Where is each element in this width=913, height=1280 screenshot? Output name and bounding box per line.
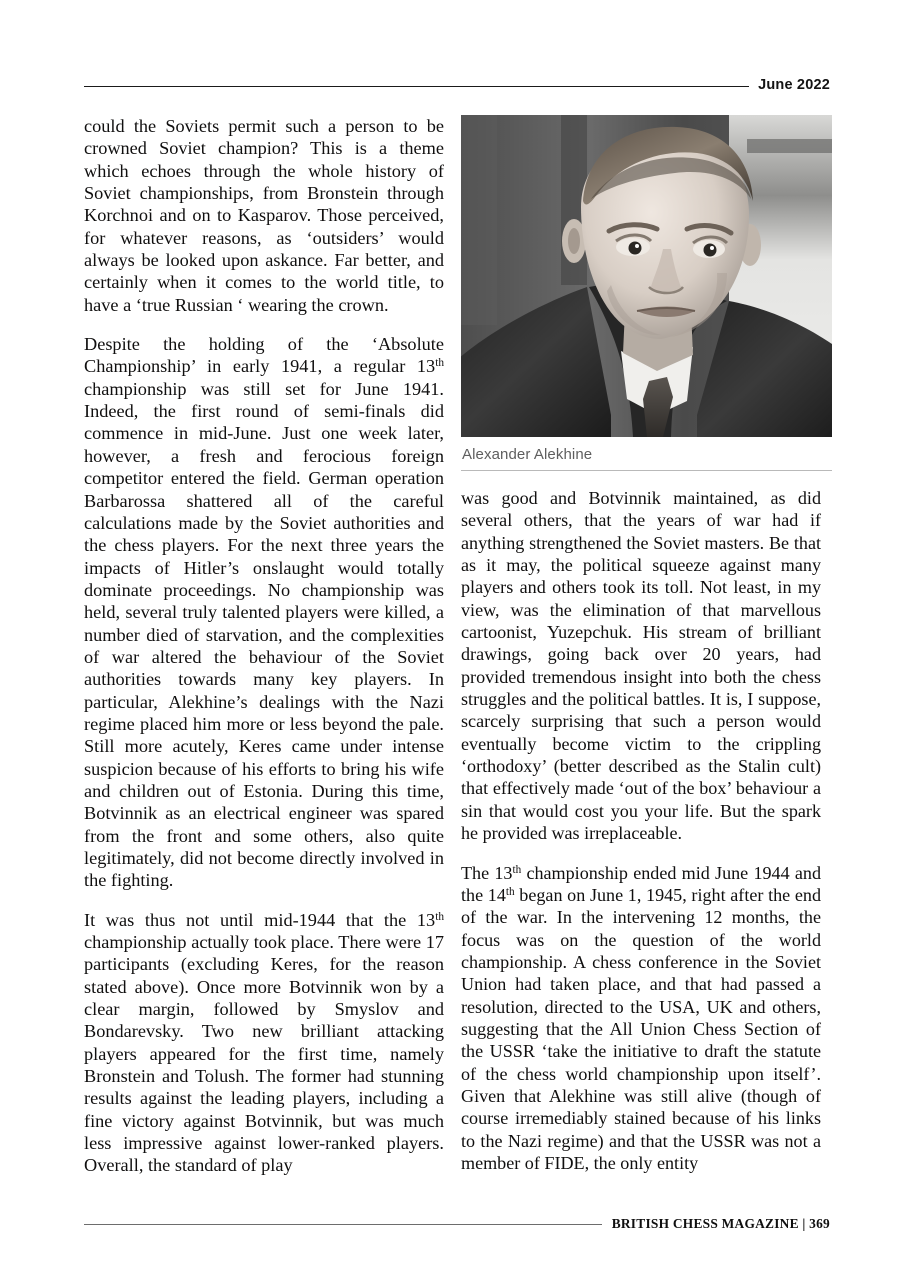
issue-date: June 2022 xyxy=(758,77,830,93)
paragraph-left-1: could the Soviets permit such a person to be crowned Soviet champion? This is a theme which echoes through the whole history of Soviet championships, from Bronstein through Korchnoi and on to Kasparov. Those perceived, for whatever reasons, as ‘outsiders’ would always be looked upon askance. Far better, and certainly when it comes to the world title, to have a ‘true Russian ‘ wearing the crown. xyxy=(84,116,444,315)
figure-flow-spacer xyxy=(461,115,821,487)
figure-caption: Alexander Alekhine xyxy=(462,446,593,463)
column-left xyxy=(84,115,444,1177)
column-right xyxy=(461,115,821,1174)
paragraph-right-1: was good and Botvinnik maintained, as did several others, that the years of war had if anything strengthened the Soviet masters. Be that as it may, the political squeeze against many players and others took its toll. Not least, in my view, was the elimination of that marvellous cartoonist, Yuzepchuk. His stream of brilliant drawings, going back over 20 years, had provided tremendous insight into both the chess struggles and the political battles. It is, I suppose, scarcely surprising that such a person would eventually become victim to the crippling ‘orthodoxy’ (better described as the Stalin cult) that effectively made ‘out of the box’ behaviour a sin that would cost you your life. But the spark he provided was irreplaceable. xyxy=(461,488,821,844)
running-head-rule xyxy=(84,86,749,87)
footer-rule xyxy=(84,1224,602,1225)
page-footer xyxy=(84,1216,830,1232)
paragraph-left-2: Despite the holding of the ‘Absolute Championship’ in early 1941, a regular 13th championship was still set for June 1941. Indeed, the first round of semi-finals did commence in mid-June. Just one week later, however, a fresh and ferocious foreign competitor entered the field. German operation Barbarossa shattered all of the careful calculations made by the Soviet authorities and the chess players. For the next three years the impacts of Hitler’s onslaught would totally dominate proceedings. No championship was held, several truly talented players were killed, a number died of starvation, and the complexities of war altered the behaviour of the Soviet authorities towards many key players. In particular, Alekhine’s dealings with the Nazi regime placed him more or less beyond the pale. Still more acutely, Keres came under intense suspicion because of his efforts to bring his wife and children out of Estonia. During this time, Botvinnik as an electrical engineer was spared from the front and some others, also quite legitimately, did not become directly involved in the fighting. xyxy=(84,334,444,891)
running-head xyxy=(84,72,830,98)
paragraph-right-2: The 13th championship ended mid June 1944 and the 14th began on June 1, 1945, right after the end of the war. In the intervening 12 months, the focus was on the question of the world championship. A chess conference in the Soviet Union had taken place, and that had passed a resolution, directed to the USA, UK and others, suggesting that the All Union Chess Section of the USSR ‘take the initiative to draft the statute of the chess world championship upon itself’. Given that Alekhine was still alive (though of course irremediably stained because of his links to the Nazi regime) and that the USSR was not a member of FIDE, the only entity xyxy=(461,862,821,1173)
footer-imprint: BRITISH CHESS MAGAZINE | 369 xyxy=(611,1216,830,1231)
paragraph-left-3: It was thus not until mid-1944 that the 13th championship actually took place. There were 17 participants (excluding Keres, for the reason stated above). Once more Botvinnik won by a clear margin, followed by Smyslov and Bondarevsky. Two new brilliant attacking players appeared for the first time, namely Bronstein and Tolush. The former had stunning results against the leading players, including a fine victory against Botvinnik, but was much less impressive against lower-ranked players. Overall, the standard of play xyxy=(84,909,444,1176)
